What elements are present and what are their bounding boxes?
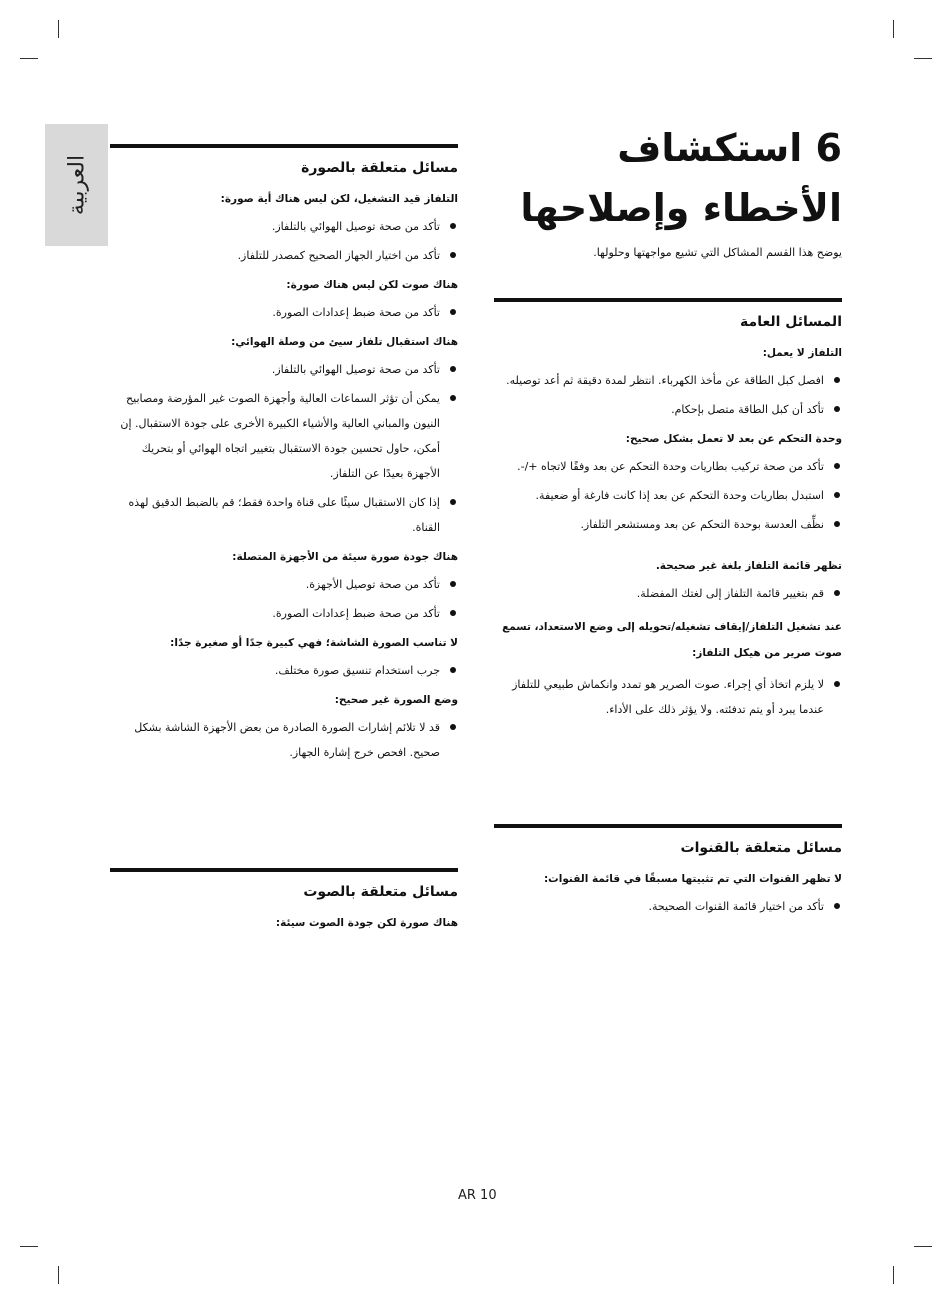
list-item: جرب استخدام تنسيق صورة مختلف.: [110, 658, 458, 683]
group: [494, 614, 842, 722]
crop-mark: [20, 58, 38, 59]
group: [110, 190, 458, 268]
subheading: تظهر قائمة التلفاز بلغة غير صحيحة.: [655, 560, 842, 572]
group: [110, 691, 458, 765]
list-item: تأكد من اختيار الجهاز الصحيح كمصدر للتلفاز.: [110, 243, 458, 268]
group: [110, 634, 458, 683]
crop-mark: [893, 20, 894, 38]
crop-mark: [914, 1246, 932, 1247]
section-sound: [110, 868, 458, 938]
list-item: يمكن أن تؤثر السماعات العالية وأجهزة الصوت غير المؤرضة ومصابيح النيون والمباني العالية والأشياء الكبيرة الأخرى على جودة الاستقبال. إن أمكن، حاول تحسين جودة الاستقبال بتغيير اتجاه الهوائي أو بتحريك الأجهزة بعيدًا عن التلفاز.: [110, 386, 458, 486]
crop-mark: [20, 1246, 38, 1247]
subheading: عند تشغيل التلفاز/إيقاف تشغيله/تحويله إلى وضع الاستعداد، تسمع صوت صرير من هيكل التلفاز:: [502, 621, 842, 659]
section-general: [494, 298, 842, 726]
list-item: تأكد أن كبل الطاقة متصل بإحكام.: [494, 397, 842, 422]
list-item: لا يلزم اتخاذ أي إجراء. صوت الصرير هو تمدد وانكماش طبيعي للتلفاز عندما يبرد أو يتم تدفئته. ولا يؤثر ذلك على الأداء.: [494, 672, 842, 722]
subheading: وحدة التحكم عن بعد لا تعمل بشكل صحيح:: [625, 433, 842, 445]
subheading: لا تظهر القنوات التي تم تثبيتها مسبقًا في قائمة القنوات:: [543, 873, 842, 885]
section-heading: مسائل متعلقة بالقنوات: [680, 840, 842, 856]
list-item: تأكد من صحة ضبط إعدادات الصورة.: [110, 300, 458, 325]
list-item: استبدل بطاريات وحدة التحكم عن بعد إذا كانت فارغة أو ضعيفة.: [494, 483, 842, 508]
subheading: هناك صورة لكن جودة الصوت سيئة:: [275, 917, 458, 929]
crop-mark: [58, 20, 59, 38]
list-item: تأكد من صحة ضبط إعدادات الصورة.: [110, 601, 458, 626]
group: [110, 276, 458, 325]
subheading: لا تناسب الصورة الشاشة؛ فهي كبيرة جدًا أو صغيرة جدًا:: [170, 637, 458, 649]
list-item: قد لا تلائم إشارات الصورة الصادرة من بعض الأجهزة الشاشة بشكل صحيح. افحص خرج إشارة الجهاز.: [110, 715, 458, 765]
language-tab: [45, 124, 108, 246]
list-item: قم بتغيير قائمة التلفاز إلى لغتك المفضلة.: [494, 581, 842, 606]
subheading: هناك صوت لكن ليس هناك صورة:: [286, 279, 458, 291]
subheading: التلفاز قيد التشغيل، لكن ليس هناك أية صورة:: [220, 193, 458, 205]
language-tab-label: العربية: [64, 154, 89, 216]
page-title: 6 استكشاف الأخطاء وإصلاحها: [520, 126, 842, 230]
intro-text: يوضح هذا القسم المشاكل التي تشيع مواجهتها وحلولها.: [593, 246, 842, 259]
section-heading: مسائل متعلقة بالصوت: [303, 884, 458, 900]
section-channels: [494, 824, 842, 923]
list-item: تأكد من صحة توصيل الهوائي بالتلفاز.: [110, 214, 458, 239]
page-number: AR 10: [458, 1188, 497, 1203]
list-item: إذا كان الاستقبال سيئًا على قناة واحدة فقط؛ قم بالضبط الدقيق لهذه القناة.: [110, 490, 458, 540]
list-item: تأكد من اختيار قائمة القنوات الصحيحة.: [494, 894, 842, 919]
group: [494, 344, 842, 422]
list-item: نظِّف العدسة بوحدة التحكم عن بعد ومستشعر التلفاز.: [494, 512, 842, 537]
crop-mark: [893, 1266, 894, 1284]
group: [110, 548, 458, 626]
group: [110, 914, 458, 932]
section-heading: مسائل متعلقة بالصورة: [301, 160, 458, 176]
group: [110, 333, 458, 540]
section-heading: المسائل العامة: [740, 314, 842, 330]
group: [494, 870, 842, 919]
subheading: وضع الصورة غير صحيح:: [334, 694, 458, 706]
crop-mark: [914, 58, 932, 59]
list-item: افصل كبل الطاقة عن مأخذ الكهرباء. انتظر لمدة دقيقة ثم أعد توصيله.: [494, 368, 842, 393]
list-item: تأكد من صحة توصيل الأجهزة.: [110, 572, 458, 597]
subheading: هناك جودة صورة سيئة من الأجهزة المتصلة:: [232, 551, 458, 563]
list-item: تأكد من صحة توصيل الهوائي بالتلفاز.: [110, 357, 458, 382]
list-item: تأكد من صحة تركيب بطاريات وحدة التحكم عن بعد وفقًا لاتجاه +/-.: [494, 454, 842, 479]
group: [494, 557, 842, 606]
subheading: التلفاز لا يعمل:: [762, 347, 842, 359]
crop-mark: [58, 1266, 59, 1284]
group: [494, 430, 842, 537]
section-picture: [110, 144, 458, 769]
subheading: هناك استقبال تلفاز سيئ من وصلة الهوائي:: [231, 336, 458, 348]
